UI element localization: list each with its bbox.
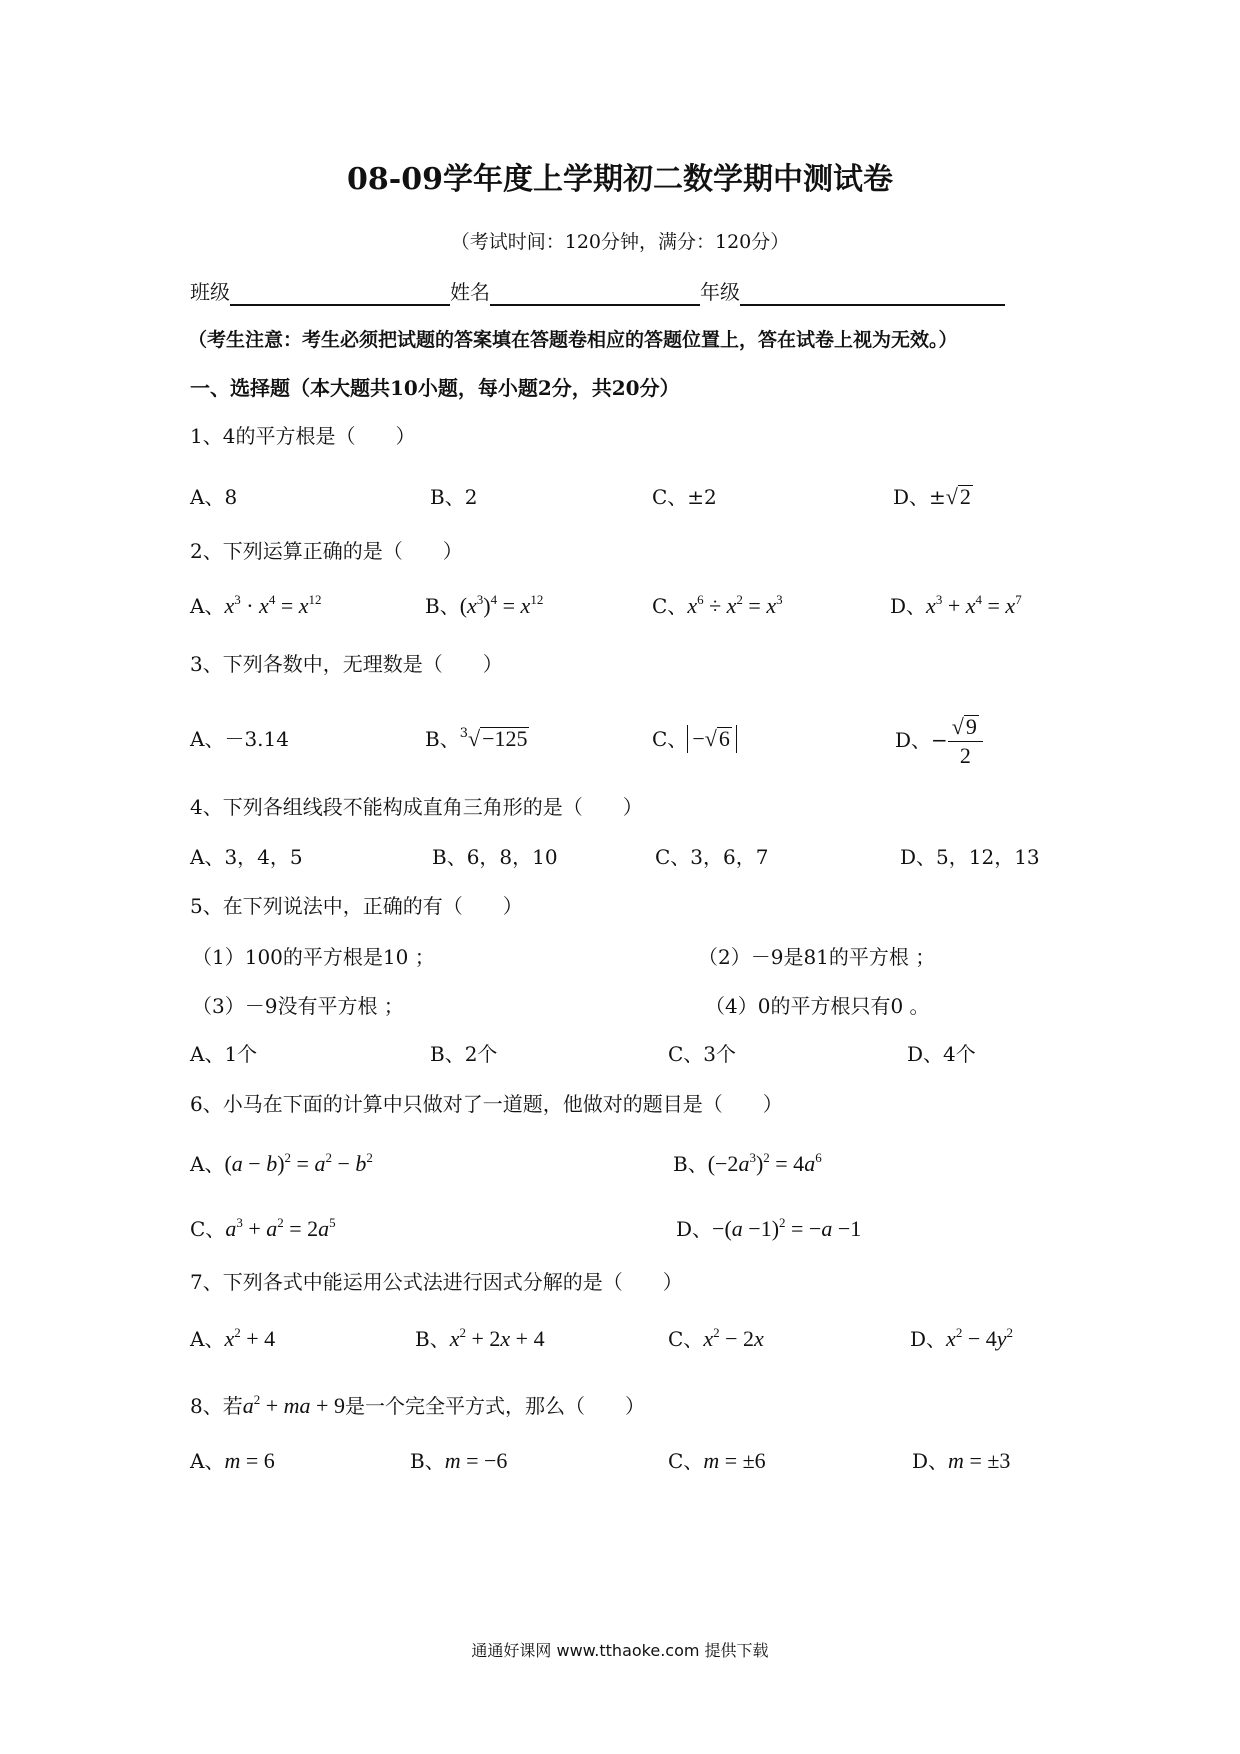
q2-b-label: B、	[425, 594, 460, 618]
class-blank	[230, 282, 450, 306]
q6-b-expr: $(-2a^3)^2 = 4a^6$	[707, 1150, 822, 1176]
q6-d-expr: $-(a -1)^2 = -a -1$	[712, 1215, 862, 1241]
q8-a-expr: m = 6	[224, 1448, 275, 1473]
q1-d-radicand: 2	[959, 484, 971, 509]
q6-option-b	[673, 1150, 822, 1178]
q3-b-radicand: −125	[482, 726, 528, 751]
q8-stem-post: 是一个完全平方式，那么（ ）	[344, 1394, 645, 1418]
q8-option-d	[912, 1447, 1010, 1475]
q7-b-label: B、	[415, 1327, 450, 1351]
name-label: 姓名	[450, 280, 490, 304]
q1-option-a: A、8	[190, 485, 238, 509]
q7-option-a	[190, 1325, 275, 1353]
q2-stem: 2、下列运算正确的是（ ）	[190, 539, 463, 563]
notice: （考生注意：考生必须把试题的答案填在答题卷相应的答题位置上，答在试卷上视为无效。）	[188, 329, 958, 351]
q4-option-b: B、6，8，10	[432, 845, 558, 869]
q3-option-d	[895, 710, 983, 770]
q4-stem: 4、下列各组线段不能构成直角三角形的是（ ）	[190, 795, 643, 819]
q6-option-a	[190, 1150, 373, 1178]
q1-option-d: D、±√2	[893, 484, 971, 509]
q5-option-c: C、3个	[668, 1042, 737, 1066]
q6-b-label: B、	[673, 1152, 708, 1176]
q3-stem: 3、下列各数中，无理数是（ ）	[190, 652, 503, 676]
q8-stem	[190, 1392, 645, 1420]
q7-c-expr: $x^2 - 2x$	[703, 1325, 764, 1351]
info-fields	[190, 278, 1005, 306]
q2-c-label: C、	[652, 594, 688, 618]
q8-expr: $a^2$ + ma + 9	[242, 1392, 345, 1418]
q7-c-label: C、	[668, 1327, 704, 1351]
q7-d-expr: $x^2 - 4y^2$	[946, 1325, 1013, 1351]
name-blank	[490, 282, 700, 306]
q7-d-label: D、	[910, 1327, 947, 1351]
q7-a-label: A、	[190, 1327, 225, 1351]
class-label: 班级	[190, 280, 230, 304]
q2-b-expr: $(x^3)^4 = x^{12}$	[459, 592, 544, 618]
q1-stem: 1、4的平方根是（ ）	[190, 424, 416, 448]
q6-option-c	[190, 1215, 336, 1243]
q3-c-radicand: 6	[718, 726, 730, 751]
q8-d-label: D、	[912, 1449, 949, 1473]
q4-option-c: C、3，6，7	[655, 845, 769, 869]
q6-d-label: D、	[676, 1217, 713, 1241]
q8-d-expr: m = ±3	[948, 1448, 1011, 1473]
q8-c-expr: m = ±6	[703, 1448, 766, 1473]
q4-option-a: A、3，4，5	[190, 845, 303, 869]
q8-a-label: A、	[190, 1449, 225, 1473]
q2-option-d	[890, 592, 1022, 620]
q3-d-numerator: 9	[965, 714, 977, 739]
q3-c-label: C、	[652, 727, 688, 751]
q7-b-expr: $x^2 + 2x + 4$	[449, 1325, 545, 1351]
q3-c-abs: −√6	[687, 725, 737, 753]
q2-a-label: A、	[190, 594, 225, 618]
q1-option-c: C、±2	[652, 485, 717, 509]
q4-option-d: D、5，12，13	[900, 845, 1040, 869]
q2-d-expr: $x^3 + x^4 = x^7$	[926, 592, 1022, 618]
q3-d-denominator: 2	[959, 743, 971, 768]
q5-option-b: B、2个	[430, 1042, 498, 1066]
q2-c-expr: $x^6 \div x^2 = x^3$	[687, 592, 783, 618]
q6-option-d	[676, 1215, 861, 1243]
q8-option-b	[410, 1447, 507, 1475]
q3-b-label: B、	[425, 727, 460, 751]
q6-a-expr: $(a - b)^2 = a^2 - b^2$	[224, 1150, 373, 1176]
footer-text: 通通好课网 www.tthaoke.com 提供下载	[471, 1641, 769, 1660]
q5-stem: 5、在下列说法中，正确的有（ ）	[190, 894, 523, 918]
q8-stem-pre: 8、若	[190, 1394, 243, 1418]
q5-option-d: D、4个	[907, 1042, 976, 1066]
q3-option-a: A、－3.14	[190, 727, 289, 751]
q8-option-a	[190, 1447, 275, 1475]
q3-option-b: B、$^3$√−125	[425, 726, 528, 751]
grade-blank	[740, 282, 1005, 306]
q3-b-index: 3	[459, 726, 468, 741]
q3-d-label: D、−	[895, 728, 948, 752]
q7-stem: 7、下列各式中能运用公式法进行因式分解的是（ ）	[190, 1270, 683, 1294]
q8-b-label: B、	[410, 1449, 445, 1473]
grade-label: 年级	[700, 280, 740, 304]
q5-statement-4: （4）0的平方根只有0 。	[705, 994, 930, 1018]
q5-statement-3: （3）－9没有平方根 ；	[192, 994, 404, 1018]
q7-option-c	[668, 1325, 764, 1353]
page-title: 08-09学年度上学期初二数学期中测试卷	[347, 162, 893, 197]
q7-a-expr: $x^2 + 4$	[224, 1325, 276, 1351]
q3-option-c	[652, 725, 737, 753]
q2-option-c	[652, 592, 783, 620]
q6-stem: 6、小马在下面的计算中只做对了一道题，他做对的题目是（ ）	[190, 1092, 783, 1116]
q2-d-label: D、	[890, 594, 927, 618]
q2-option-a	[190, 592, 322, 620]
section-heading: 一、选择题（本大题共10小题，每小题2分，共20分）	[190, 376, 680, 400]
q1-d-label: D、±	[893, 485, 946, 509]
q7-option-b	[415, 1325, 545, 1353]
q1-option-b: B、2	[430, 485, 478, 509]
q5-statement-2: （2）－9是81的平方根 ；	[698, 945, 936, 969]
q6-c-expr: $a^3 + a^2 = 2a^5$	[225, 1215, 336, 1241]
q8-c-label: C、	[668, 1449, 704, 1473]
q6-a-label: A、	[190, 1152, 225, 1176]
q6-c-label: C、	[190, 1217, 226, 1241]
exam-info: （考试时间：120分钟，满分：120分）	[450, 231, 790, 253]
q2-option-b	[425, 592, 543, 620]
q7-option-d	[910, 1325, 1013, 1353]
q8-option-c	[668, 1447, 766, 1475]
q2-a-expr: $x^3 \cdot x^4 = x^{12}$	[224, 592, 322, 618]
q5-statement-1: （1）100的平方根是10 ；	[192, 945, 435, 969]
q8-b-expr: m = −6	[444, 1448, 508, 1473]
q5-option-a: A、1个	[190, 1042, 258, 1066]
q3-d-fraction: $\frac{√9}{2}$	[948, 713, 983, 770]
